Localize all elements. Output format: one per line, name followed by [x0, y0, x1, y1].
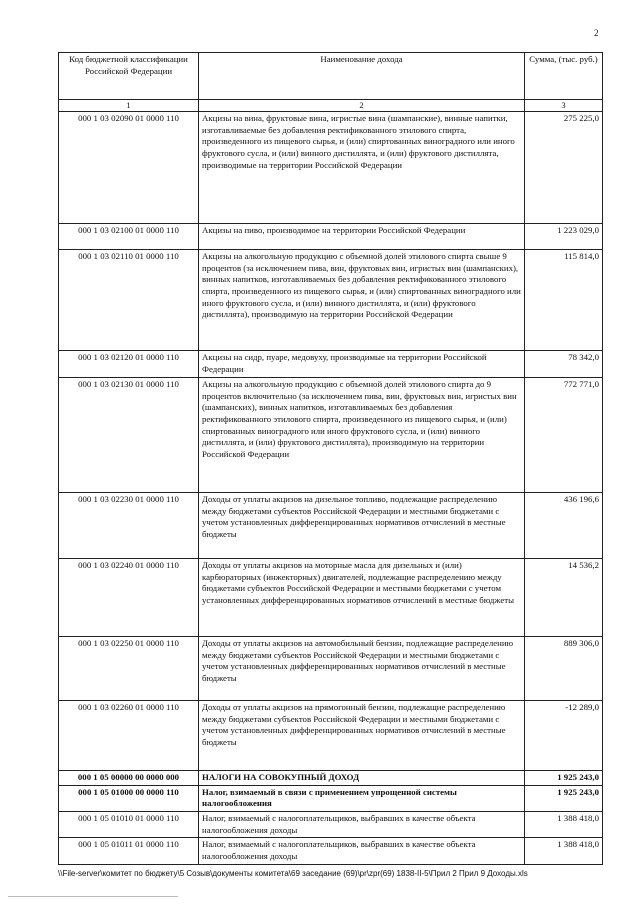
row-code: 000 1 03 02130 01 0000 110 [59, 378, 199, 493]
table-row [59, 224, 603, 250]
row-amount: 772 771,0 [525, 378, 603, 493]
row-name: Доходы от уплаты акцизов на автомобильный бензин, подлежащие распределению между бюджетами субъектов Российской Федерации и местными бюджетами с учетом установленных дифференцированных нормативов отчислений в местные бюджеты [199, 637, 525, 701]
row-name: Акцизы на вина, фруктовые вина, игристые вина (шампанские), винные напитки, изготавливаемые без добавления ректификованного этилового спирта, произведенного из пищевого сырья, и (или) спиртованных виноградного или иного фруктового сусла, и (или) винного дистиллята, и (или) фруктового дистиллята, производимые на территории Российской Федерации [199, 112, 525, 224]
table-row [59, 493, 603, 559]
row-code: 000 1 03 02100 01 0000 110 [59, 224, 199, 250]
row-code: 000 1 03 02090 01 0000 110 [59, 112, 199, 224]
row-amount: 275 225,0 [525, 112, 603, 224]
scan-artifact-line [8, 896, 178, 897]
row-name: Доходы от уплаты акцизов на прямогонный бензин, подлежащие распределению между бюджетами субъектов Российской Федерации и местными бюджетами с учетом установленных дифференцированных нормативов отчислений в местные бюджеты [199, 701, 525, 771]
row-name: Доходы от уплаты акцизов на дизельное топливо, подлежащие распределению между бюджетами субъектов Российской Федерации и местными бюджетами с учетом установленных дифференцированных нормативов отчислений в местные бюджеты [199, 493, 525, 559]
row-amount: 115 814,0 [525, 250, 603, 351]
header-code: Код бюджетной классификации Российской Федерации [59, 53, 199, 100]
row-name: Акцизы на алкогольную продукцию с объемной долей этилового спирта до 9 процентов включительно (за исключением пива, вин, фруктовых вин, игристых вин (шампанских), винных напитков, изготавливаемых без добавления ректификованного этилового спирта, произведенного из пищевого сырья, и (или) спиртованных виноградного или иного фруктового сусла, и (или) винного дистиллята, и (или) фруктового дистиллята), производимую на территории Российской Федерации [199, 378, 525, 493]
table-row [59, 812, 603, 838]
row-code: 000 1 05 01000 00 0000 110 [59, 785, 199, 811]
row-amount: 1 925 243,0 [525, 785, 603, 811]
table-row [59, 559, 603, 637]
row-amount: 14 536,2 [525, 559, 603, 637]
table-row [59, 378, 603, 493]
table-row [59, 771, 603, 786]
table-row [59, 838, 603, 864]
table-row [59, 637, 603, 701]
row-name: Акцизы на сидр, пуаре, медовуху, производимые на территории Российской Федерации [199, 351, 525, 378]
row-amount: 889 306,0 [525, 637, 603, 701]
file-path-footer: \\File-server\комитет по бюджету\5 Созыв\документы комитета\69 заседание (69)\pr\zpr(69) 1838-II-5\Прил 2 Прил 9 Доходы.xls [58, 869, 528, 878]
row-name: Акцизы на пиво, производимое на территории Российской Федерации [199, 224, 525, 250]
row-name: Доходы от уплаты акцизов на моторные масла для дизельных и (или) карбюраторных (инжекторных) двигателей, подлежащие распределению между бюджетами субъектов Российской Федерации и местными бюджетами с учетом установленных дифференцированных нормативов отчислений в местные бюджеты [199, 559, 525, 637]
row-amount: -12 289,0 [525, 701, 603, 771]
row-amount: 1 925 243,0 [525, 771, 603, 786]
column-number-row [59, 100, 603, 112]
row-name: Налог, взимаемый с налогоплательщиков, выбравших в качестве объекта налогообложения доходы [199, 812, 525, 838]
page-number: 2 [594, 28, 599, 38]
row-amount: 1 388 418,0 [525, 812, 603, 838]
row-code: 000 1 03 02250 01 0000 110 [59, 637, 199, 701]
table-row [59, 351, 603, 378]
row-code: 000 1 03 02230 01 0000 110 [59, 493, 199, 559]
row-name: Налог, взимаемый с налогоплательщиков, выбравших в качестве объекта налогообложения доходы [199, 838, 525, 864]
row-code: 000 1 03 02120 01 0000 110 [59, 351, 199, 378]
header-amount: Сумма, (тыс. руб.) [525, 53, 603, 100]
row-code: 000 1 05 00000 00 0000 000 [59, 771, 199, 786]
row-code: 000 1 03 02240 01 0000 110 [59, 559, 199, 637]
row-code: 000 1 03 02260 01 0000 110 [59, 701, 199, 771]
revenue-table [58, 52, 603, 865]
row-code: 000 1 05 01011 01 0000 110 [59, 838, 199, 864]
column-number: 1 [59, 100, 199, 112]
table-header-row [59, 53, 603, 100]
table-row [59, 785, 603, 811]
column-number: 3 [525, 100, 603, 112]
column-number: 2 [199, 100, 525, 112]
row-code: 000 1 03 02110 01 0000 110 [59, 250, 199, 351]
header-name: Наименование дохода [199, 53, 525, 100]
row-amount: 436 196,6 [525, 493, 603, 559]
table-row [59, 250, 603, 351]
table-row [59, 701, 603, 771]
row-code: 000 1 05 01010 01 0000 110 [59, 812, 199, 838]
table-row [59, 112, 603, 224]
row-amount: 1 223 029,0 [525, 224, 603, 250]
row-name: Акцизы на алкогольную продукцию с объемной долей этилового спирта свыше 9 процентов (за исключением пива, вин, фруктовых вин, игристых вин (шампанских), винных напитков, изготавливаемых без добавления ректификованного этилового спирта, произведенного из пищевого сырья, и (или) спиртованных виноградного или иного фруктового сусла, и (или) винного дистиллята, и (или) фруктового дистиллята), производимую на территории Российской Федерации [199, 250, 525, 351]
row-name: Налог, взимаемый в связи с применением упрощенной системы налогообложения [199, 785, 525, 811]
row-name: НАЛОГИ НА СОВОКУПНЫЙ ДОХОД [199, 771, 525, 786]
row-amount: 1 388 418,0 [525, 838, 603, 864]
row-amount: 78 342,0 [525, 351, 603, 378]
